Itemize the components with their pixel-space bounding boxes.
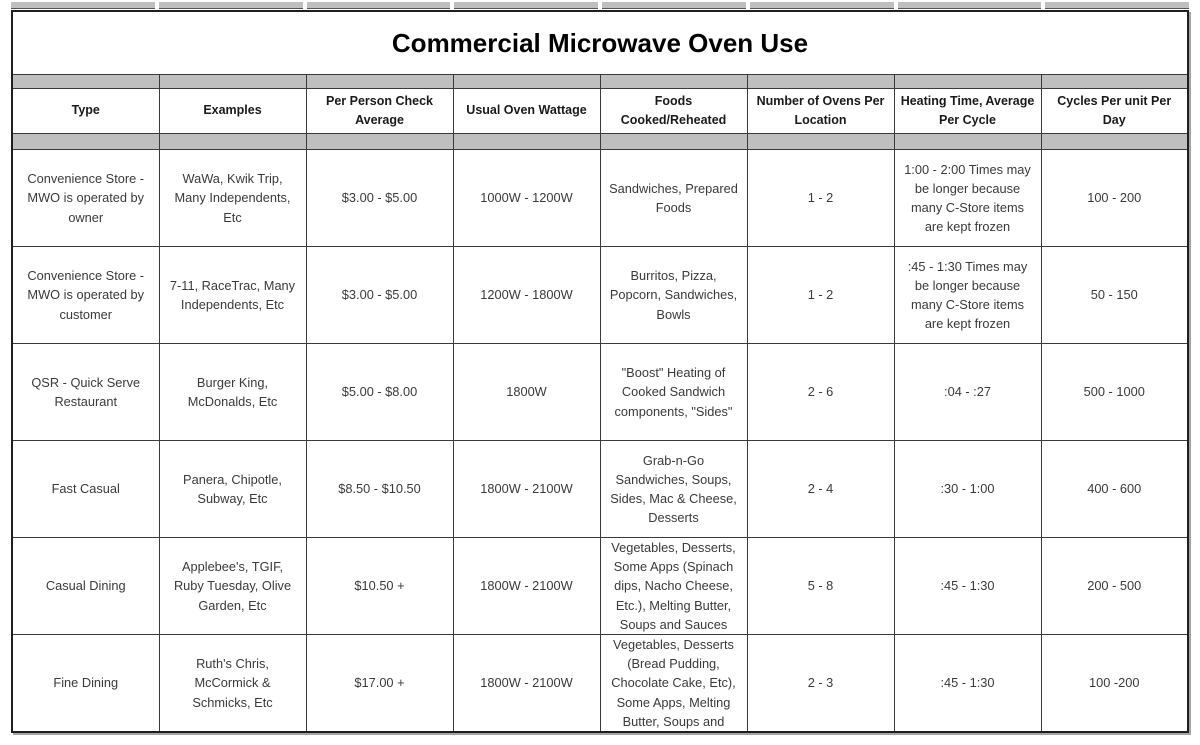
cell-heating-time: :04 - :27 xyxy=(894,344,1041,441)
spacer-cell xyxy=(453,134,600,150)
cell-wattage: 1800W - 2100W xyxy=(453,635,600,733)
spacer-cell xyxy=(12,75,159,89)
table-row xyxy=(12,635,1188,733)
cell-type: Convenience Store - MWO is operated by owner xyxy=(12,150,159,247)
cell-type: Casual Dining xyxy=(12,538,159,635)
spacer-cell xyxy=(159,134,306,150)
column-header: Number of Ovens Per Location xyxy=(747,89,894,134)
cell-examples: 7-11, RaceTrac, Many Independents, Etc xyxy=(159,247,306,344)
cell-check-average: $8.50 - $10.50 xyxy=(306,441,453,538)
clipped-gray-cell xyxy=(1045,2,1189,9)
spacer-cell xyxy=(600,134,747,150)
column-header: Cycles Per unit Per Day xyxy=(1041,89,1188,134)
cell-examples: Panera, Chipotle, Subway, Etc xyxy=(159,441,306,538)
table-row xyxy=(12,538,1188,635)
cell-heating-time: :30 - 1:00 xyxy=(894,441,1041,538)
spacer-cell xyxy=(600,75,747,89)
cell-heating-time: 1:00 - 2:00 Times may be longer because many C-Store items are kept frozen xyxy=(894,150,1041,247)
cell-foods: Vegetables, Desserts, Some Apps (Spinach dips, Nacho Cheese, Etc.), Melting Butter, Soups and Sauces xyxy=(600,538,747,635)
clipped-gray-cell xyxy=(11,2,155,9)
cell-type: Convenience Store - MWO is operated by customer xyxy=(12,247,159,344)
spacer-cell xyxy=(894,75,1041,89)
clipped-gray-cell xyxy=(602,2,746,9)
commercial-microwave-oven-use-table xyxy=(11,10,1189,733)
title-row xyxy=(12,11,1188,75)
cell-check-average: $3.00 - $5.00 xyxy=(306,247,453,344)
clipped-gray-cell xyxy=(307,2,451,9)
cell-cycles-per-day: 500 - 1000 xyxy=(1041,344,1188,441)
cell-cycles-per-day: 400 - 600 xyxy=(1041,441,1188,538)
column-header: Type xyxy=(12,89,159,134)
cell-type: Fine Dining xyxy=(12,635,159,733)
cell-cycles-per-day: 100 -200 xyxy=(1041,635,1188,733)
spacer-cell xyxy=(894,134,1041,150)
cell-foods: Vegetables, Desserts (Bread Pudding, Chocolate Cake, Etc), Some Apps, Melting Butter, Soups and xyxy=(600,635,747,733)
cell-wattage: 1800W - 2100W xyxy=(453,441,600,538)
cell-heating-time: :45 - 1:30 xyxy=(894,538,1041,635)
spacer-cell xyxy=(12,134,159,150)
spacer-cell xyxy=(747,134,894,150)
clipped-row-above-table xyxy=(11,2,1189,9)
cell-examples: Ruth's Chris, McCormick & Schmicks, Etc xyxy=(159,635,306,733)
cell-foods: Sandwiches, Prepared Foods xyxy=(600,150,747,247)
spacer-cell xyxy=(306,134,453,150)
cell-heating-time: :45 - 1:30 Times may be longer because many C-Store items are kept frozen xyxy=(894,247,1041,344)
column-header: Foods Cooked/Reheated xyxy=(600,89,747,134)
gray-spacer-row-top xyxy=(12,75,1188,89)
cell-foods: Burritos, Pizza, Popcorn, Sandwiches, Bowls xyxy=(600,247,747,344)
cell-examples: WaWa, Kwik Trip, Many Independents, Etc xyxy=(159,150,306,247)
table-row xyxy=(12,247,1188,344)
cell-wattage: 1000W - 1200W xyxy=(453,150,600,247)
cell-heating-time: :45 - 1:30 xyxy=(894,635,1041,733)
table-title: Commercial Microwave Oven Use xyxy=(12,11,1188,75)
cell-cycles-per-day: 200 - 500 xyxy=(1041,538,1188,635)
cell-foods: "Boost" Heating of Cooked Sandwich components, "Sides" xyxy=(600,344,747,441)
column-header-row xyxy=(12,89,1188,134)
spacer-cell xyxy=(453,75,600,89)
spacer-cell xyxy=(306,75,453,89)
table-row xyxy=(12,344,1188,441)
cell-foods: Grab-n-Go Sandwiches, Soups, Sides, Mac & Cheese, Desserts xyxy=(600,441,747,538)
spacer-cell xyxy=(159,75,306,89)
clipped-gray-cell xyxy=(898,2,1042,9)
cell-wattage: 1800W xyxy=(453,344,600,441)
cell-ovens-per-location: 1 - 2 xyxy=(747,247,894,344)
cell-examples: Applebee's, TGIF, Ruby Tuesday, Olive Garden, Etc xyxy=(159,538,306,635)
cell-cycles-per-day: 100 - 200 xyxy=(1041,150,1188,247)
cell-cycles-per-day: 50 - 150 xyxy=(1041,247,1188,344)
cell-type: QSR - Quick Serve Restaurant xyxy=(12,344,159,441)
spacer-cell xyxy=(747,75,894,89)
cell-check-average: $3.00 - $5.00 xyxy=(306,150,453,247)
column-header: Per Person Check Average xyxy=(306,89,453,134)
clipped-gray-cell xyxy=(454,2,598,9)
cell-ovens-per-location: 1 - 2 xyxy=(747,150,894,247)
cell-ovens-per-location: 2 - 4 xyxy=(747,441,894,538)
table-row xyxy=(12,441,1188,538)
spacer-cell xyxy=(1041,134,1188,150)
cell-wattage: 1800W - 2100W xyxy=(453,538,600,635)
gray-spacer-row-bottom xyxy=(12,134,1188,150)
spacer-cell xyxy=(1041,75,1188,89)
table-row xyxy=(12,150,1188,247)
cell-ovens-per-location: 5 - 8 xyxy=(747,538,894,635)
cell-check-average: $10.50 + xyxy=(306,538,453,635)
cell-check-average: $17.00 + xyxy=(306,635,453,733)
cell-wattage: 1200W - 1800W xyxy=(453,247,600,344)
cell-check-average: $5.00 - $8.00 xyxy=(306,344,453,441)
cell-examples: Burger King, McDonalds, Etc xyxy=(159,344,306,441)
cell-ovens-per-location: 2 - 3 xyxy=(747,635,894,733)
clipped-gray-cell xyxy=(750,2,894,9)
cell-type: Fast Casual xyxy=(12,441,159,538)
column-header: Usual Oven Wattage xyxy=(453,89,600,134)
cell-ovens-per-location: 2 - 6 xyxy=(747,344,894,441)
clipped-gray-cell xyxy=(159,2,303,9)
column-header: Heating Time, Average Per Cycle xyxy=(894,89,1041,134)
column-header: Examples xyxy=(159,89,306,134)
